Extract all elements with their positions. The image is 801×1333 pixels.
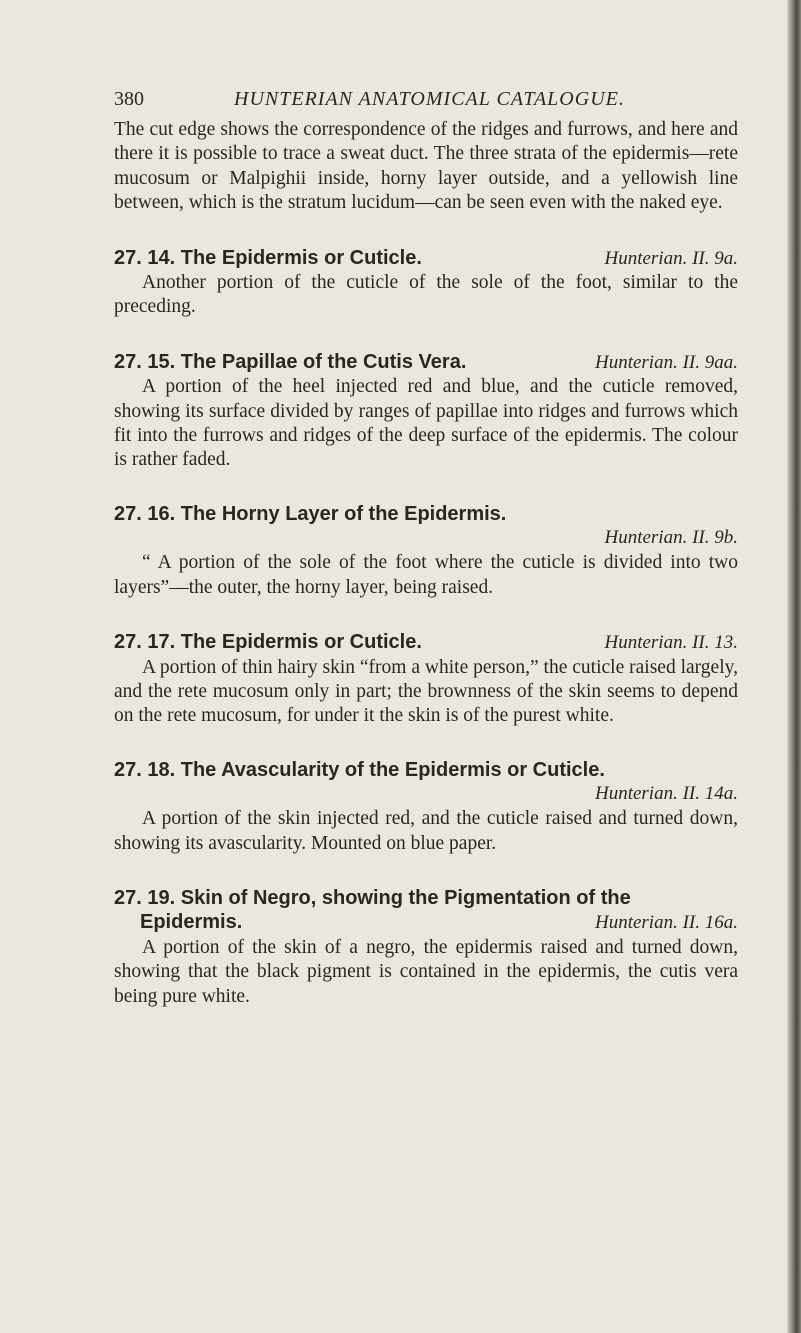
- entry-title: The Epidermis or Cuticle.: [180, 631, 422, 654]
- entry-body: A portion of thin hairy skin “from a white person,” the cuticle raised largely, and the rete mucosum only in part; the brownness of the skin seems to depend on the rete mucosum, for under it the skin is of the purest white.: [114, 656, 738, 727]
- entry-number: 27. 15.: [114, 350, 176, 373]
- entry-heading: [114, 759, 738, 807]
- entry-number: 27. 16.: [114, 502, 176, 525]
- page-number: 380: [114, 88, 144, 110]
- running-title: HUNTERIAN ANATOMICAL CATALOGUE.: [234, 88, 625, 110]
- entry-title: The Avascularity of the Epidermis or Cuticle.: [180, 758, 605, 781]
- book-spine-edge: [787, 0, 801, 1333]
- entry-title: The Papillae of the Cutis Vera.: [180, 350, 467, 373]
- entry-body: A portion of the skin injected red, and the cuticle raised and turned down, showing its avascularity. Mounted on blue paper.: [114, 808, 738, 854]
- catalogue-entry: [114, 350, 738, 473]
- entry-title: The Epidermis or Cuticle.: [180, 246, 422, 269]
- catalogue-entry: [114, 246, 738, 320]
- catalogue-entry: [114, 630, 738, 729]
- entry-title: The Horny Layer of the Epidermis.: [180, 502, 507, 525]
- entry-number: 27. 14.: [114, 246, 176, 269]
- entry-number: 27. 17.: [114, 631, 176, 654]
- entry-body: “ A portion of the sole of the foot where the cuticle is divided into two layers”—the outer, the horny layer, being raised.: [114, 552, 738, 598]
- entry-reference: Hunterian. II. 13.: [604, 632, 738, 654]
- intro-paragraph: The cut edge shows the correspondence of the ridges and furrows, and here and there it is possible to trace a sweat duct. The three strata of the epidermis—rete mucosum or Malpighii inside, horny layer outside, and a yellowish line between, which is the stratum lucidum—can be seen even with the naked eye.: [114, 119, 738, 214]
- catalogue-entry: [114, 503, 738, 600]
- entry-title: Skin of Negro, showing the Pigmentation of the: [180, 886, 631, 909]
- entry-heading: [114, 246, 738, 271]
- entry-heading: [114, 503, 738, 551]
- entry-heading: [114, 886, 738, 936]
- entry-reference: Hunterian. II. 16a.: [594, 912, 738, 934]
- entry-heading: [114, 630, 738, 655]
- page-content: [114, 88, 738, 1009]
- entry-reference: Hunterian. II. 9a.: [604, 247, 738, 269]
- entry-body: Another portion of the cuticle of the sole of the foot, similar to the preceding.: [114, 272, 738, 318]
- catalogue-entry: [114, 759, 738, 856]
- catalogue-entry: [114, 886, 738, 1009]
- entry-reference: Hunterian. II. 14a.: [594, 782, 738, 804]
- entry-number: 27. 19.: [114, 886, 176, 909]
- entry-body: A portion of the heel injected red and blue, and the cuticle removed, showing its surface divided by ranges of papillae into ridges and furrows which fit into the furrows and ridges of the deep surface of the epidermis. The colour is rather faded.: [114, 376, 738, 471]
- entry-number: 27. 18.: [114, 758, 176, 781]
- entry-reference: Hunterian. II. 9aa.: [594, 351, 738, 373]
- running-head: [114, 88, 738, 116]
- entry-body: A portion of the skin of a negro, the epidermis raised and turned down, showing that the black pigment is contained in the epidermis, the cutis vera being pure white.: [114, 936, 738, 1007]
- entry-reference: Hunterian. II. 9b.: [604, 526, 738, 548]
- entry-title-continued: Epidermis.: [140, 911, 243, 934]
- entry-heading: [114, 350, 738, 375]
